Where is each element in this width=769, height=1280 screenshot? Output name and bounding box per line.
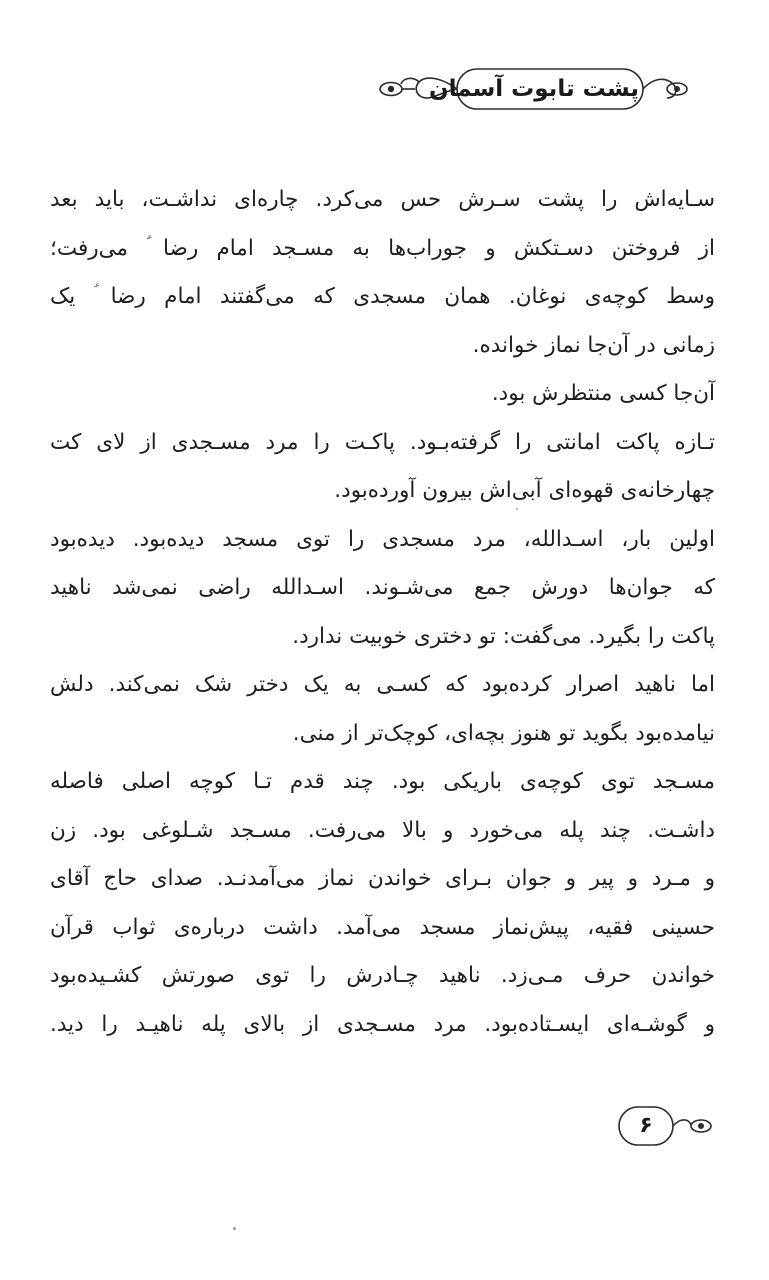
text-line: اما ناهید اصرار کرده‌بود که کسـی به یک دختر شک نمی‌کند. دلش [50, 672, 715, 697]
paper-speck [233, 1227, 236, 1230]
text-line: وسط کوچه‌ی نوغان. همان مسجدی که می‌گفتند امام رضا ؑ یک [50, 284, 715, 309]
text-line: سـایه‌اش را پشت سـرش حس می‌کرد. چاره‌ای نداشـت، باید بعد [50, 187, 715, 212]
text-line: و گوشـه‌ای ایسـتاده‌بود. مرد مسـجدی از بالای پله ناهیـد را دید. [50, 1011, 715, 1037]
text-line: خواندن حرف مـی‌زد. ناهید چـادرش را توی صورتش کشـیده‌بود [50, 963, 715, 988]
text-line: حسینی فقیه، پیش‌نماز مسجد می‌آمد. داشت درباره‌ی ثواب قرآن [50, 914, 715, 940]
text-line: چهارخانه‌ی قهوه‌ای آبی‌اش بیرون آورده‌بود. [334, 478, 715, 503]
book-title: پشت تابوت آسمان [428, 76, 639, 102]
text-line: مسـجد توی کوچه‌ی باریکی بود. چند قدم تـا کوچه اصلی فاصله [50, 769, 715, 794]
text-line: آن‌جا کسی منتظرش بود. [491, 381, 715, 406]
text-line: و مـرد و پیر و جوان بـرای خواندن نماز می‌آمدنـد. صدای حاج آقای [50, 866, 715, 891]
page-body-text [50, 176, 715, 1049]
text-line: اولین بار، اسـدالله، مرد مسجدی را توی مسجد دیده‌بود. دیده‌بود [50, 526, 715, 552]
text-line: پاکت را بگیرد. می‌گفت: تو دختری خوبیت ندارد. [292, 623, 715, 649]
page-number: ۶ [639, 1113, 653, 1138]
text-line: از فروختن دسـتکش و جوراب‌ها به مسـجد امام رضا ؑ می‌رفت؛ [50, 235, 715, 261]
text-line: تـازه پاکت امانتی را گرفته‌بـود. پاکـت را مرد مسـجدی از لای کت [50, 429, 715, 455]
text-line: نیامده‌بود بگوید تو هنوز بچه‌ای، کوچک‌تر از منی. [292, 720, 715, 746]
paper-speck [516, 508, 518, 510]
running-header [375, 62, 695, 118]
text-line: که جوان‌ها دورش جمع می‌شـوند. اسـدالله راضی نمی‌شد ناهید [50, 575, 715, 600]
text-line: داشـت. چند پله می‌خورد و بالا می‌رفت. مسـجد شـلوغی بود. زن [50, 817, 715, 843]
page-footer [615, 1103, 715, 1149]
text-line: زمانی در آن‌جا نماز خوانده. [472, 332, 715, 358]
